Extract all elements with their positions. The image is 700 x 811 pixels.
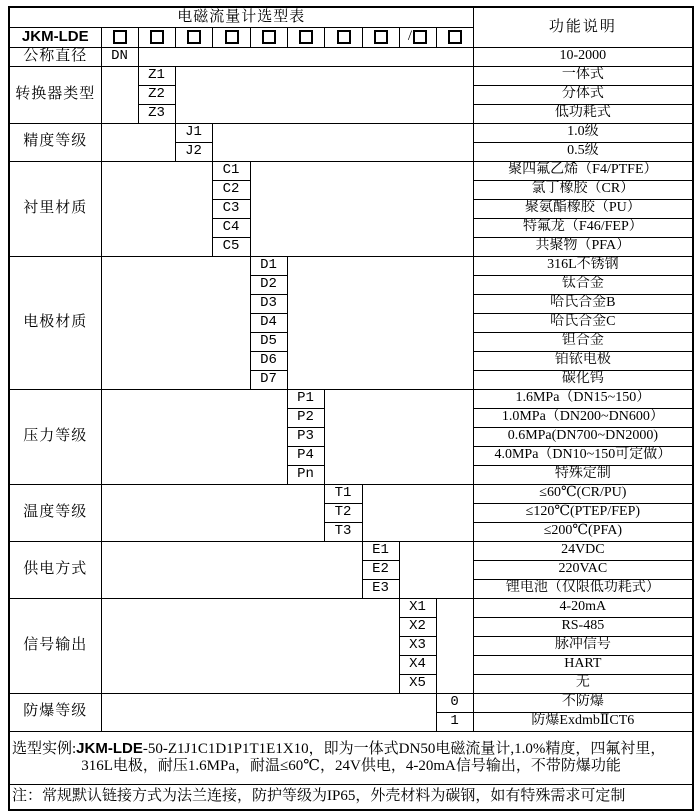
option-desc: 一体式	[473, 66, 693, 85]
option-desc: 316L不锈钢	[473, 256, 693, 275]
model-digit-checkbox[interactable]	[250, 27, 287, 47]
option-desc: 共聚物（PFA）	[473, 237, 693, 256]
option-code: X3	[399, 636, 436, 655]
option-code: D7	[250, 370, 287, 389]
option-desc: 4-20mA	[473, 598, 693, 617]
model-digit-checkbox[interactable]	[399, 27, 436, 47]
spacer-cell	[101, 484, 324, 541]
option-code: Pn	[287, 465, 324, 484]
option-desc: 防爆ExdmbⅡCT6	[473, 712, 693, 731]
option-desc: 低功耗式	[473, 104, 693, 123]
option-desc: 钽合金	[473, 332, 693, 351]
option-desc: 脉冲信号	[473, 636, 693, 655]
model-digit-checkbox[interactable]	[324, 27, 362, 47]
option-desc: 24VDC	[473, 541, 693, 560]
model-prefix-cell: JKM-LDE	[9, 27, 101, 47]
option-desc: 4.0MPa（DN10~150可定做）	[473, 446, 693, 465]
example-prefix: 选型实例:	[12, 740, 77, 757]
spacer-cell	[212, 123, 473, 161]
section-label-explosion-proof: 防爆等级	[9, 693, 101, 731]
spacer-cell	[138, 47, 473, 66]
option-code: D2	[250, 275, 287, 294]
option-code: T2	[324, 503, 362, 522]
option-code: E3	[362, 579, 399, 598]
option-code: D4	[250, 313, 287, 332]
spacer-cell	[101, 598, 399, 693]
spacer-cell	[101, 161, 212, 256]
option-code: P4	[287, 446, 324, 465]
table-title: 电磁流量计选型表	[9, 7, 473, 27]
section-label-lining: 衬里材质	[9, 161, 101, 256]
option-code: X5	[399, 674, 436, 693]
option-desc: 铂铱电极	[473, 351, 693, 370]
checkbox-icon	[187, 30, 201, 44]
option-code: D1	[250, 256, 287, 275]
option-desc: 哈氏合金B	[473, 294, 693, 313]
option-code: C4	[212, 218, 250, 237]
option-desc: 220VAC	[473, 560, 693, 579]
section-label-power-supply: 供电方式	[9, 541, 101, 598]
model-digit-checkbox[interactable]	[362, 27, 399, 47]
section-label-electrode: 电极材质	[9, 256, 101, 389]
option-desc: ≤60℃(CR/PU)	[473, 484, 693, 503]
option-code: E1	[362, 541, 399, 560]
spacer-cell	[175, 66, 473, 123]
option-code: J1	[175, 123, 212, 142]
option-desc: 碳化钨	[473, 370, 693, 389]
selection-table	[8, 6, 694, 811]
example-model-code: JKM-LDE	[76, 739, 143, 757]
model-digit-checkbox[interactable]	[175, 27, 212, 47]
checkbox-icon	[299, 30, 313, 44]
option-code: P2	[287, 408, 324, 427]
section-label-accuracy: 精度等级	[9, 123, 101, 161]
option-code: C2	[212, 180, 250, 199]
spacer-cell	[399, 541, 473, 598]
option-desc: 聚四氟乙烯（F4/PTFE）	[473, 161, 693, 180]
spacer-cell	[324, 389, 473, 484]
option-code: T3	[324, 522, 362, 541]
model-digit-checkbox[interactable]	[101, 27, 138, 47]
option-code: DN	[101, 47, 138, 66]
option-desc: 0.6MPa(DN700~DN2000)	[473, 427, 693, 446]
section-label-signal-output: 信号输出	[9, 598, 101, 693]
section-label-temperature: 温度等级	[9, 484, 101, 541]
checkbox-icon	[448, 30, 462, 44]
option-desc: ≤120℃(PTEP/FEP)	[473, 503, 693, 522]
option-desc: 1.0MPa（DN200~DN600）	[473, 408, 693, 427]
option-code: J2	[175, 142, 212, 161]
section-label-pressure: 压力等级	[9, 389, 101, 484]
option-code: D6	[250, 351, 287, 370]
option-desc: 10-2000	[473, 47, 693, 66]
option-desc: 钛合金	[473, 275, 693, 294]
option-code: X1	[399, 598, 436, 617]
spacer-cell	[101, 693, 436, 731]
model-digit-checkbox[interactable]	[212, 27, 250, 47]
option-desc: 分体式	[473, 85, 693, 104]
spacer-cell	[362, 484, 473, 541]
checkbox-icon	[225, 30, 239, 44]
option-code: E2	[362, 560, 399, 579]
checkbox-icon	[337, 30, 351, 44]
option-desc: RS-485	[473, 617, 693, 636]
option-code: C3	[212, 199, 250, 218]
option-desc: 1.0级	[473, 123, 693, 142]
spacer-cell	[250, 161, 473, 256]
example-line-2: 316L电极，耐压1.6MPa，耐温≤60℃，24V供电，4-20mA信号输出，不带防爆功能	[81, 758, 621, 774]
option-desc: 0.5级	[473, 142, 693, 161]
option-code: Z3	[138, 104, 175, 123]
model-digit-checkbox[interactable]	[436, 27, 473, 47]
section-label-converter-type: 转换器类型	[9, 66, 101, 123]
spacer-cell	[101, 123, 175, 161]
checkbox-icon	[113, 30, 127, 44]
option-desc: 哈氏合金C	[473, 313, 693, 332]
slash-mark: /	[407, 28, 413, 45]
option-desc: 不防爆	[473, 693, 693, 712]
spacer-cell	[101, 541, 362, 598]
checkbox-icon	[413, 30, 427, 44]
model-digit-checkbox[interactable]	[138, 27, 175, 47]
selection-example-row	[9, 731, 693, 784]
example-line-1	[10, 740, 692, 758]
option-desc: 锂电池（仅限低功耗式）	[473, 579, 693, 598]
option-desc: 无	[473, 674, 693, 693]
option-code: X4	[399, 655, 436, 674]
note-row: 注：常规默认链接方式为法兰连接，防护等级为IP65，外壳材料为碳钢，如有特殊需求可定制	[9, 784, 693, 810]
checkbox-icon	[262, 30, 276, 44]
option-code: C1	[212, 161, 250, 180]
option-desc: 聚氨酯橡胶（PU）	[473, 199, 693, 218]
option-desc: 氯丁橡胶（CR）	[473, 180, 693, 199]
option-code: 0	[436, 693, 473, 712]
spacer-cell	[287, 256, 473, 389]
option-code: T1	[324, 484, 362, 503]
option-code: P1	[287, 389, 324, 408]
function-column-header: 功能说明	[473, 7, 693, 47]
checkbox-icon	[374, 30, 388, 44]
option-desc: 特殊定制	[473, 465, 693, 484]
spacer-cell	[101, 389, 287, 484]
option-desc: 特氟龙（F46/FEP）	[473, 218, 693, 237]
option-code: D5	[250, 332, 287, 351]
option-code: Z1	[138, 66, 175, 85]
option-code: Z2	[138, 85, 175, 104]
option-code: D3	[250, 294, 287, 313]
example-rest: -50-Z1J1C1D1P1T1E1X10，即为一体式DN50电磁流量计,1.0%精度，四氟衬里，	[142, 740, 666, 757]
option-code: C5	[212, 237, 250, 256]
option-code: 1	[436, 712, 473, 731]
model-digit-checkbox[interactable]	[287, 27, 324, 47]
option-desc: 1.6MPa（DN15~150）	[473, 389, 693, 408]
option-desc: HART	[473, 655, 693, 674]
spacer-cell	[101, 256, 250, 389]
section-label-diameter: 公称直径	[9, 47, 101, 66]
checkbox-icon	[150, 30, 164, 44]
option-code: X2	[399, 617, 436, 636]
spacer-cell	[101, 66, 138, 123]
option-desc: ≤200℃(PFA)	[473, 522, 693, 541]
option-code: P3	[287, 427, 324, 446]
spacer-cell	[436, 598, 473, 693]
